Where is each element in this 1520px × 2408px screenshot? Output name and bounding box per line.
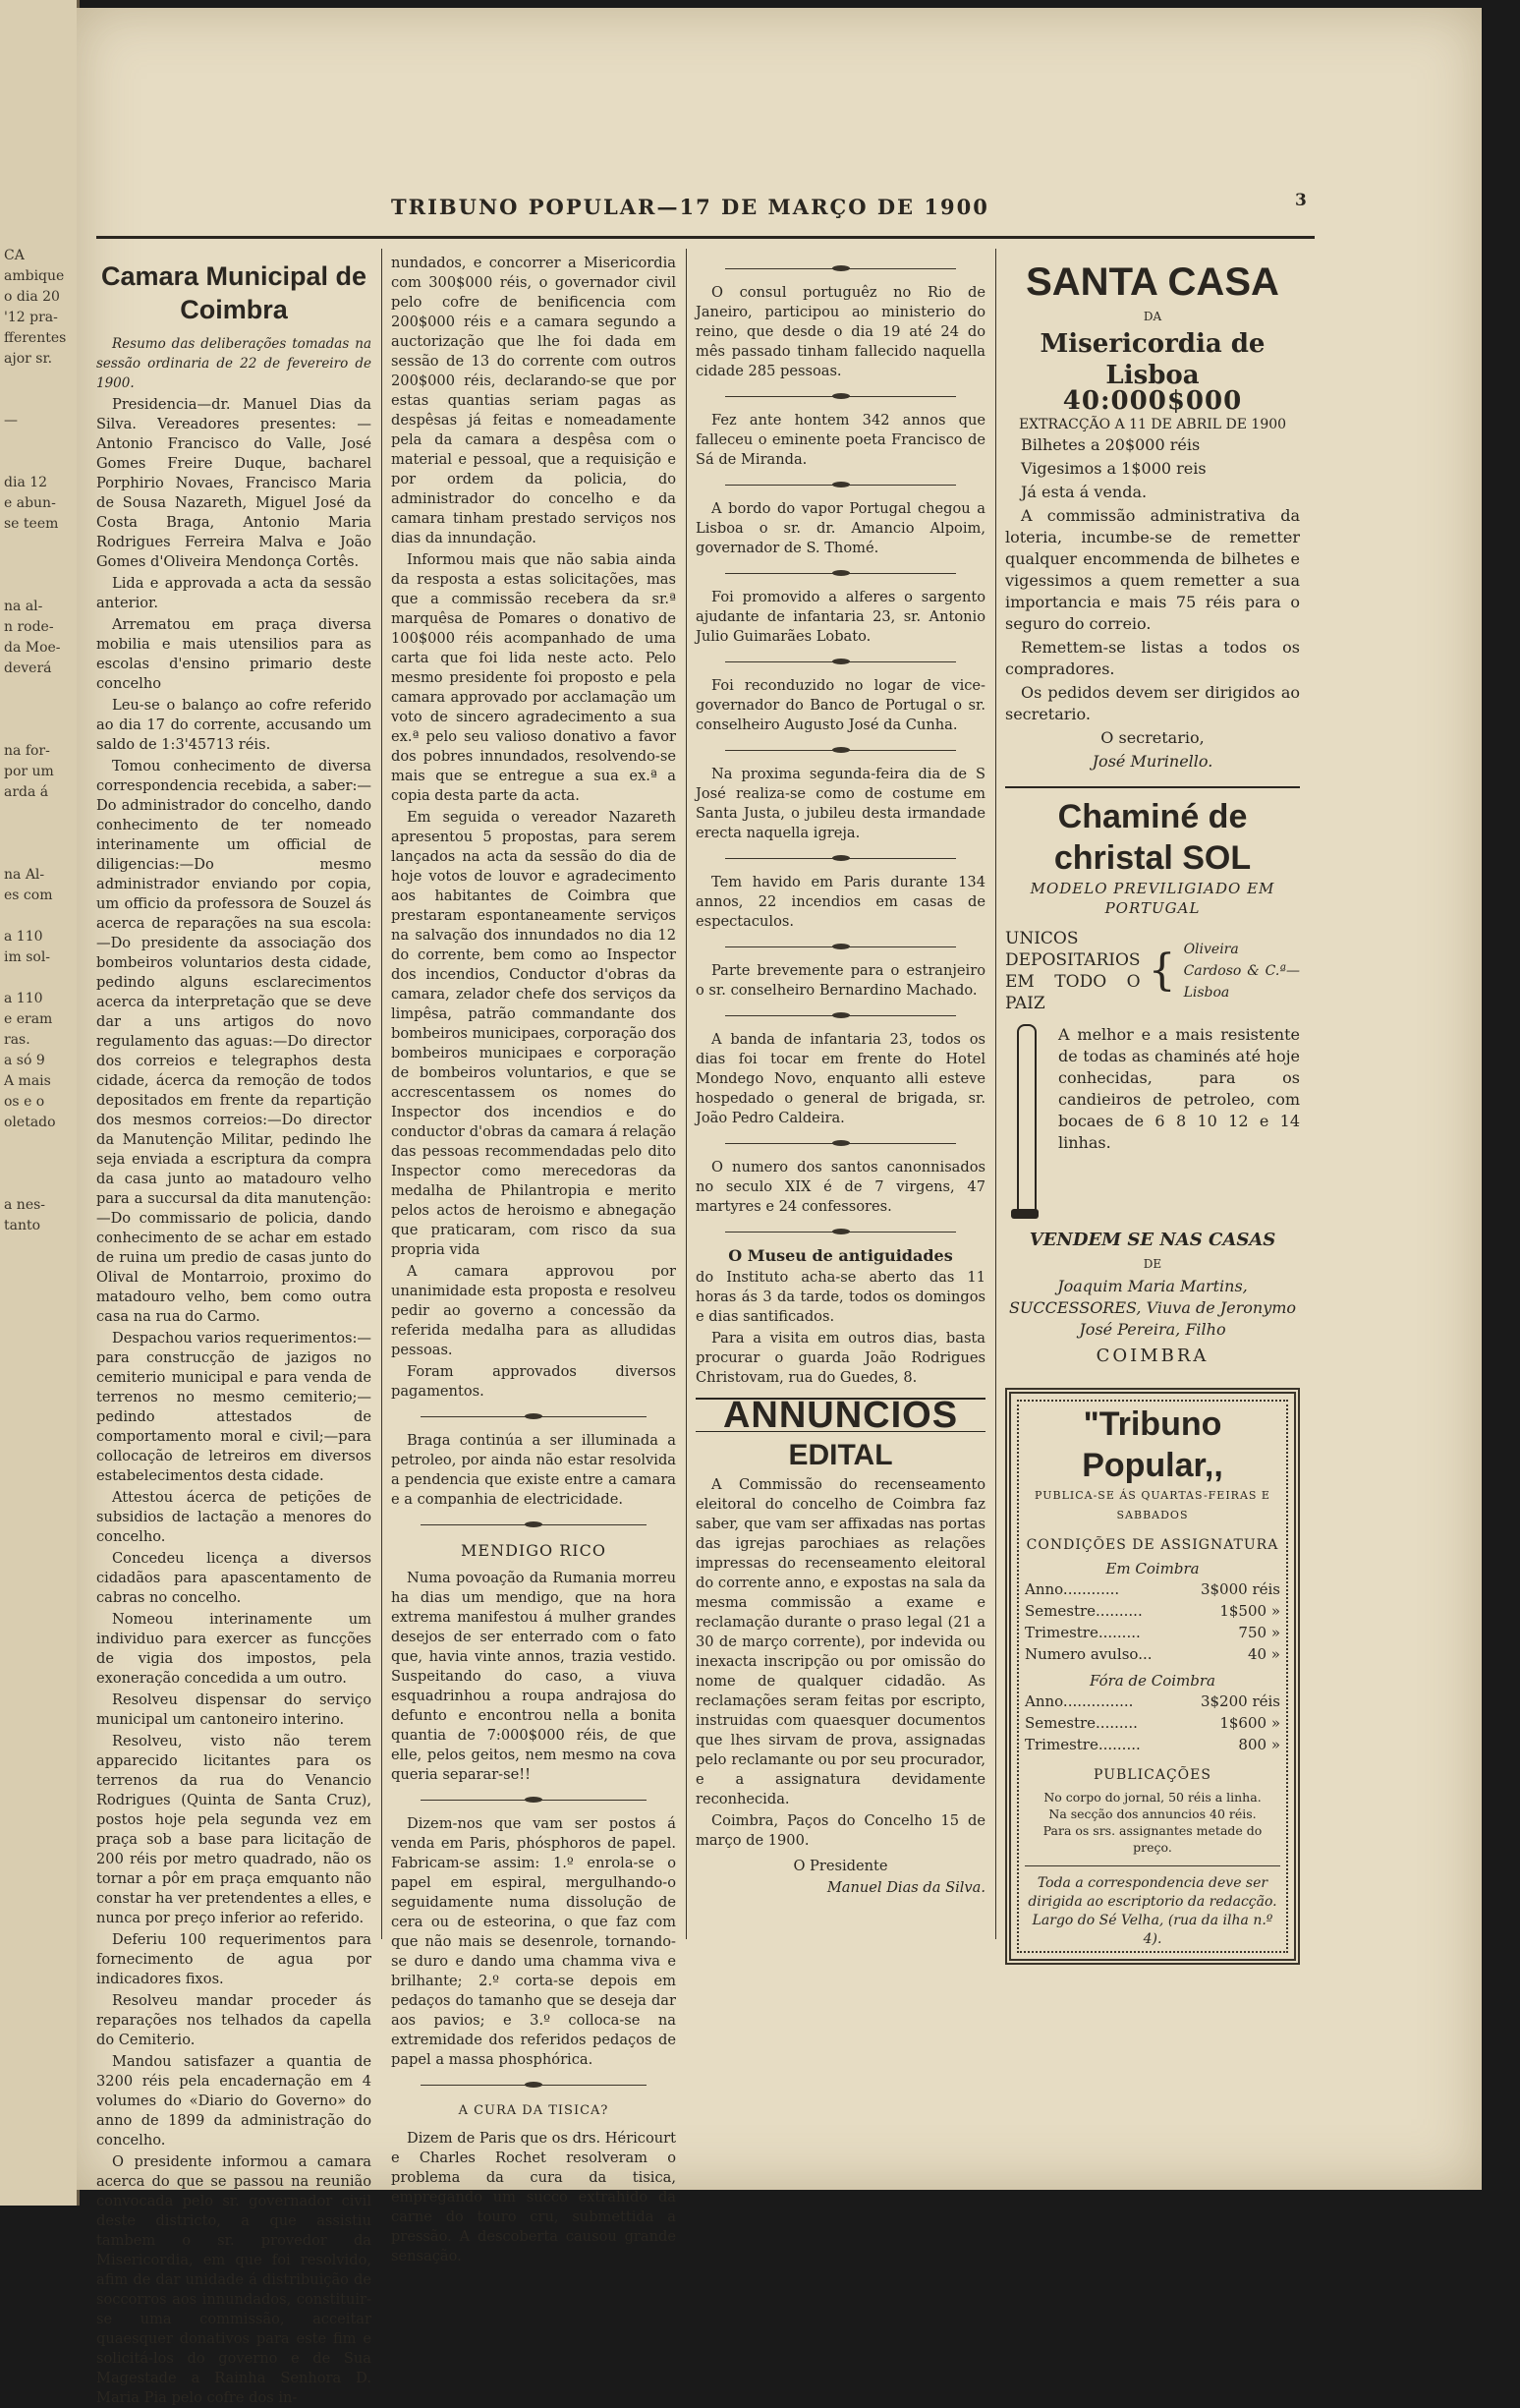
ad-de: DE: [1143, 1257, 1162, 1271]
column-divider: [686, 249, 687, 1939]
news-item: Parte brevemente para o estranjeiro o sr. conselheiro Bernardino Machado.: [696, 962, 985, 999]
news-item: A bordo do vapor Portugal chegou a Lisboa o sr. dr. Amancio Alpoim, governador de S. Thomé.: [696, 500, 985, 556]
tribuno-publica: PUBLICA-SE ÁS QUARTAS-FEIRAS E SABBADOS: [1035, 1489, 1270, 1521]
paragraph: Resolveu mandar proceder ás reparações nos telhados da capella do Cemiterio.: [96, 1992, 371, 2048]
column-2: [391, 254, 676, 2265]
separator-ornament: [696, 261, 985, 275]
price-row: [1025, 1578, 1280, 1600]
price-label: Numero avulso...: [1025, 1645, 1153, 1663]
ad-extraccao: EXTRACÇÃO A 11 DE ABRIL DE 1900: [1018, 417, 1287, 432]
museu-heading: O Museu de antiguidades: [728, 1246, 953, 1265]
separator-ornament: [391, 2078, 676, 2092]
paragraph: Lida e approvada a acta da sessão anterior.: [96, 575, 371, 611]
edital-presidente: O Presidente: [793, 1858, 888, 1874]
ad-melhor: A melhor e a mais resistente de todas as chaminés até hoje conhecidas, para os candieiros de petroleo, com bocaes de 6 8 10 12 e 14 linhas.: [1058, 1025, 1300, 1152]
ad-prize-amount: 40:000$000: [1062, 386, 1243, 416]
paragraph: Arrematou em praça diversa mobilia e mais utensilios para as escolas d'ensino primario deste concelho: [96, 616, 371, 692]
price-label: Semestre..........: [1025, 1602, 1143, 1620]
paragraph: O presidente informou a camara acerca do que se passou na reunião convocada pelo sr. governador civil deste districto, a que assistiu tambem o sr. provedor da Misericordia, em que foi resolvido, afim de dar unidade á distribuição de soccorros aos innundados, constituir-se uma commissão, acceitar quaesquer donativos para este fim e solicitá-los do governo e de Sua Magestade a Rainha Senhora D. Maria Pia pelo cofre dos in-: [96, 2153, 371, 2406]
news-item: A banda de infantaria 23, todos os dias foi tocar em frente do Hotel Mondego Novo, enquanto alli esteve hospedado o general de brigada, sr. João Pedro Caldeira.: [696, 1031, 985, 1126]
ad-modelo: MODELO PREVILIGIADO EM PORTUGAL: [1030, 880, 1275, 917]
separator-ornament: [696, 940, 985, 953]
museu-text-2: Para a visita em outros dias, basta procurar o guarda João Rodrigues Christovam, rua do Guedes, 8.: [696, 1330, 985, 1386]
paragraph: Despachou varios requerimentos:—para construcção de jazigos no cemiterio municipal e para venda de terrenos no mesmo cemiterio;—pedindo attestados de comportamento moral e civil;—para collocação de letreiros em diversos estabelecimentos desta cidade.: [96, 1330, 371, 1484]
ad-unicos-row: [1005, 928, 1300, 1014]
news-item: Tem havido em Paris durante 134 annos, 22 incendios em casas de espectaculos.: [696, 874, 985, 930]
news-tisica: Dizem de Paris que os drs. Héricourt e Charles Rochet resolveram o problema da cura da tisica, empregando um succo extrahido da carne do touro cru, submettida a pressão. A descoberta causou grande sensação.: [391, 2130, 676, 2265]
ad-commissao: A commissão administrativa da loteria, incumbe-se de remetter qualquer encommenda de bilhetes e vigessimos a quem remetter a sua importancia e mais 75 réis para o seguro do correio.: [1005, 506, 1300, 633]
column-1: [96, 254, 371, 2406]
paragraph: Tomou conhecimento de diversa correspondencia recebida, a saber:—Do administrador do concelho, dando conhecimento de ter nomeado interinamente um official de diligencias:—Do mesmo administrador enviando por copia, um officio da professora de Souzel ás acerca de reparações na sua escola:—Do presidente da associação dos bombeiros voluntarios desta cidade, pedindo alguns esclarecimentos acerca da interpretação que se deve dar a uns artigos do novo regulamento das aguas:—Do director dos correios e telegraphos desta cidade, ácerca da remoção de todos depositados em frente da repartição dos mesmos correios:—Do director da Manutenção Militar, pedindo lhe seja enviada a escriptura da compra da casa junto ao matadouro velho para a succursal da dita manutenção:—Do commissario de policia, dando conhecimento de se achar em estado de ruina um predio de casas junto do Olival de Montarroio, proximo do matadouro velho, bem como outra casa na rua do Carmo.: [96, 758, 371, 1325]
separator-ornament: [696, 1136, 985, 1150]
paragraph: Presidencia—dr. Manuel Dias da Silva. Vereadores presentes: — Antonio Francisco do Valle, José Gomes Freire Duque, bacharel Porphirio Novaes, Francisco Maria de Sousa Nazareth, Miguel José da Costa Braga, Antonio Maria Rodrigues Ferreira Malva e João Gomes d'Oliveira Mendonça Cortês.: [96, 396, 371, 570]
ad-listas: Remettem-se listas a todos os compradores.: [1005, 638, 1300, 678]
news-mendigo: Numa povoação da Rumania morreu ha dias um mendigo, que na hora extrema manifestou á mulher grandes desejos de ser enterrado com o fato que, havia vinte annos, trazia vestido. Suspeitando do caso, a viuva esquadrinhou a roupa andrajosa do defunto e encontrou nella a bonita quantia de 7:000$000 réis, de que elle, pelos geitos, nem mesmo na cova queria separar-se!!: [391, 1570, 676, 1783]
edital-signature: Manuel Dias da Silva.: [826, 1879, 985, 1896]
edital-heading: EDITAL: [788, 1439, 893, 1471]
price-row: [1025, 1691, 1280, 1712]
ad-lottery-body: [1005, 434, 1300, 773]
paragraph: Mandou satisfazer a quantia de 3200 réis pela encadernação em 4 volumes do «Diario do Governo» do anno de 1899 da administração do concelho.: [96, 2053, 371, 2149]
tribuno-title: "Tribuno Popular,,: [1082, 1405, 1223, 1484]
price-label: Anno............: [1025, 1580, 1120, 1598]
article-heading-mendigo: MENDIGO RICO: [461, 1541, 606, 1560]
price-value: 800 »: [1238, 1736, 1280, 1753]
paragraph: Leu-se o balanço ao cofre referido ao dia 17 do corrente, accusando um saldo de 1:3'45713 réis.: [96, 697, 371, 753]
paragraph: Resolveu, visto não terem apparecido licitantes para os terrenos da rua do Venancio Rodrigues (Quinta de Santa Cruz), postos hoje pela segunda vez em praça sob a base para licitação de 200 réis por metro quadrado, não os tornar a pôr em praça emquanto não constar ha ver pretendentes a elles, e nunca por preço inferior ao referido.: [96, 1733, 371, 1926]
tribuno-correspondencia: Toda a correspondencia deve ser dirigida ao escriptorio da redacção. Largo do Sé Velha, (rua da ilha n.º 4).: [1025, 1865, 1280, 1949]
article-subtitle: Resumo das deliberações tomadas na sessão ordinaria de 22 de fevereiro de 1900.: [96, 336, 371, 391]
ad-unicos: UNICOS DEPOSITARIOS EM TODO O PAIZ: [1005, 929, 1141, 1013]
separator-ornament: [696, 851, 985, 865]
news-item: Na proxima segunda-feira dia de S José realiza-se como de costume em Santa Justa, o jubileu desta irmandade erecta naquella igreja.: [696, 766, 985, 841]
header-rule: [96, 236, 1315, 239]
price-value: 1$500 »: [1219, 1602, 1280, 1620]
masthead-title: TRIBUNO POPULAR—17 DE MARÇO DE 1900: [391, 195, 989, 219]
price-row: [1025, 1734, 1280, 1755]
price-row: [1025, 1622, 1280, 1643]
ad-coimbra: COIMBRA: [1096, 1346, 1210, 1366]
news-item: O consul portuguêz no Rio de Janeiro, participou ao ministerio do reino, que desde o dia 19 até 24 do mês passado tinham fallecido naquella cidade 285 pessoas.: [696, 284, 985, 379]
ad-venda: Já esta á venda.: [1021, 483, 1148, 501]
news-braga: Braga continúa a ser illuminada a petroleo, por ainda não estar resolvida a pendencia que existe entre a camara e a companhia de electricidade.: [391, 1432, 676, 1508]
tribuno-condicoes: CONDIÇÕES DE ASSIGNATURA: [1026, 1537, 1279, 1553]
price-value: 750 »: [1238, 1624, 1280, 1641]
ad-da: DA: [1143, 310, 1162, 323]
price-label: Trimestre.........: [1025, 1736, 1141, 1753]
column-divider: [381, 249, 382, 1939]
separator-ornament: [391, 1518, 676, 1531]
paragraph: Resolveu dispensar do serviço municipal um cantoneiro interino.: [96, 1691, 371, 1728]
museu-text: do Instituto acha-se aberto das 11 horas ás 3 da tarde, todos os domingos e dias santificados.: [696, 1269, 985, 1325]
paragraph: Attestou ácerca de petições de subsidios de lactação a menores do concelho.: [96, 1489, 371, 1545]
paragraph: nundados, e concorrer a Misericordia com 300$000 réis, o governador civil pelo cofre de benificencia com 200$000 réis e a camara segundo a auctorização que lhe foi dada em sessão de 13 do corrente com outros 200$000 réis, declarando-se que por estas quantias seriam pagas as despêsas já feitas e nomeadamente pela da camara a despêsa com o material e pessoal, que a requisição e por ordem da policia, do administrador do concelho e da camara tinham prestado serviços nos dias da innundação.: [391, 255, 676, 546]
price-value: 1$600 »: [1219, 1714, 1280, 1732]
paragraph: Foram approvados diversos pagamentos.: [391, 1363, 676, 1400]
ad-chamine-title: Chaminé de christal SOL: [1005, 786, 1300, 879]
article-heading-camara: Camara Municipal de Coimbra: [100, 261, 367, 324]
column-3: [696, 254, 985, 1944]
ad-oliveira: Oliveira Cardoso & C.ª—Lisboa: [1183, 942, 1300, 1001]
ad-secretario: O secretario,: [1100, 728, 1205, 747]
tribuno-publicacoes: PUBLICAÇÕES: [1094, 1767, 1211, 1783]
pub-line: Para os srs. assignantes metade do preço.: [1042, 1823, 1263, 1855]
ad-santa-casa-title: SANTA CASA: [1026, 260, 1279, 304]
ad-vendem: VENDEM SE NAS CASAS: [1029, 1230, 1276, 1250]
ad-bilhetes: Bilhetes a 20$000 réis: [1021, 435, 1201, 454]
separator-ornament: [696, 566, 985, 580]
paragraph: Informou mais que não sabia ainda da resposta a estas solicitações, mas que a commissão recebera da sr.ª marquêsa de Pomares o donativo de 100$000 réis acompanhado de uma carta que foi lida neste acto. Pelo mesmo presidente foi proposto e pela camara approvado por acclamação um voto de sincero agradecimento a sua ex.ª pelo seu valioso donativo a favor dos pobres innundados, resolvendo-se mais que se entregue a sua ex.ª a copia desta parte da acta.: [391, 551, 676, 804]
brace-glyph: {: [1148, 946, 1176, 996]
edital-date: Coimbra, Paços do Concelho 15 de março de 1900.: [696, 1812, 985, 1849]
newspaper-page: [77, 8, 1482, 2406]
price-label: Trimestre.........: [1025, 1624, 1141, 1641]
paragraph: Deferiu 100 requerimentos para fornecimento de agua por indicadores fixos.: [96, 1931, 371, 1987]
price-label: Anno...............: [1025, 1692, 1134, 1710]
separator-ornament: [696, 743, 985, 757]
adjacent-page-text: CA ambique o dia 20 '12 pra- fferentes ajor sr. — dia 12 e abun- se teem na al- n rode- da Moe- deverá na for- por um arda á na Al- es com a 110 im sol- a 110 e eram ras. a só 9 A mais os e o oletado a nes- tanto: [4, 248, 67, 1233]
edital-text: A Commissão do recenseamento eleitoral do concelho de Coimbra faz saber, que vam ser affixadas nas portas das igrejas parochiaes as relações impressas do recenseamento eleitoral do corrente anno, e expostas na sala da mesma commissão a exame e reclamação durante o praso legal (21 a 30 de março corrente), por indevida ou inexacta inscripção ou por omissão do nome de qualquer cidadão. As reclamações seram feitas por escripto, instruidas com quaesquer documentos que lhes sirvam de prova, assignadas pelo reclamante ou por seu procurador, e a assignatura devidamente reconhecida.: [696, 1476, 985, 1807]
price-row: [1025, 1600, 1280, 1622]
separator-ornament: [696, 1225, 985, 1238]
annuncios-heading: ANNUNCIOS: [696, 1398, 985, 1432]
news-phosphoros: Dizem-nos que vam ser postos á venda em Paris, phósphoros de papel. Fabricam-se assim: 1.º enrola-se o papel em espiral, mergulhando-o seguidamente numa dissolução de cera ou de esteorina, o que faz com que não mais se desenrole, tornando-se duro e dando uma chamma viva e brilhante; 2.º corta-se depois em pedaços do tamanho que se deseja dar aos pavios; e 3.º colloca-se na extremidade dos referidos pedaços de papel a massa phosphórica.: [391, 1815, 676, 2068]
tribuno-subscription-box: [1005, 1388, 1300, 1965]
separator-ornament: [696, 655, 985, 668]
tribuno-fora: Fóra de Coimbra: [1090, 1672, 1215, 1690]
article-heading-tisica: A CURA DA TISICA?: [458, 2103, 609, 2118]
ad-vigesimos: Vigesimos a 1$000 reis: [1021, 459, 1207, 478]
ad-secretario-name: José Murinello.: [1092, 752, 1213, 771]
ad-misericordia-title: Misericordia de Lisboa: [1040, 329, 1266, 390]
paragraph: Concedeu licença a diversos cidadãos para apascentamento de cabras no concelho.: [96, 1550, 371, 1606]
tribuno-em-coimbra: Em Coimbra: [1105, 1560, 1200, 1577]
separator-ornament: [696, 389, 985, 403]
price-row: [1025, 1712, 1280, 1734]
price-value: 3$200 réis: [1200, 1692, 1280, 1710]
price-label: Semestre.........: [1025, 1714, 1138, 1732]
paragraph: A camara approvou por unanimidade esta proposta e resolveu pedir ao governo a concessão da referida medalha para as alludidas pessoas.: [391, 1263, 676, 1358]
separator-ornament: [391, 1409, 676, 1423]
page-number: 3: [1295, 191, 1307, 210]
price-value: 3$000 réis: [1200, 1580, 1280, 1598]
column-4-ads: [1005, 254, 1300, 1947]
lamp-chimney-icon: [1005, 1024, 1044, 1221]
separator-ornament: [391, 1793, 676, 1806]
separator-ornament: [696, 1008, 985, 1022]
news-item: Fez ante hontem 342 annos que falleceu o eminente poeta Francisco de Sá de Miranda.: [696, 412, 985, 468]
news-item: O numero dos santos canonnisados no seculo XIX é de 7 virgens, 47 martyres e 24 confessores.: [696, 1159, 985, 1215]
price-value: 40 »: [1247, 1645, 1280, 1663]
adjacent-page-edge: [0, 0, 80, 2206]
column-divider: [995, 249, 996, 1939]
pub-line: Na secção dos annuncios 40 réis.: [1048, 1806, 1257, 1821]
pub-line: No corpo do jornal, 50 réis a linha.: [1043, 1790, 1262, 1805]
news-item: Foi promovido a alferes o sargento ajudante de infantaria 23, sr. Antonio Julio Guimarães Lobato.: [696, 589, 985, 645]
ad-joaquim: Joaquim Maria Martins, SUCCESSORES, Viuva de Jeronymo José Pereira, Filho: [1008, 1277, 1297, 1339]
paragraph: Nomeou interinamente um individuo para exercer as funcções de vigia dos impostos, pela exoneração concedida a um outro.: [96, 1611, 371, 1687]
price-row: [1025, 1643, 1280, 1665]
paragraph: Em seguida o vereador Nazareth apresentou 5 propostas, para serem lançados na acta da sessão do dia de hoje votos de louvor e agradecimento aos habitantes de Coimbra que prestaram espontaneamente serviços na salvação dos innundados no dia 12 do corrente, bem como ao Inspector dos incendios, Conductor d'obras da camara, zelador chefe dos serviços da limpêsa, patrão commandante dos bombeiros municipaes, corporação dos bombeiros municipaes e corporação de bombeiros voluntarios, e que se accrescentassem os nomes do Inspector dos incendios e do conductor d'obras da camara á relação das pessoas recommendadas pelo dito Inspector como merecedoras da medalha de Philantropia e merito pelos actos de heroismo e abnegação que praticaram, com risco da sua propria vida: [391, 809, 676, 1258]
separator-ornament: [696, 478, 985, 491]
ad-lamp-row: [1005, 1024, 1300, 1221]
ad-pedidos: Os pedidos devem ser dirigidos ao secretario.: [1005, 683, 1300, 723]
news-item: Foi reconduzido no logar de vice-governador do Banco de Portugal o sr. conselheiro Augusto José da Cunha.: [696, 677, 985, 733]
